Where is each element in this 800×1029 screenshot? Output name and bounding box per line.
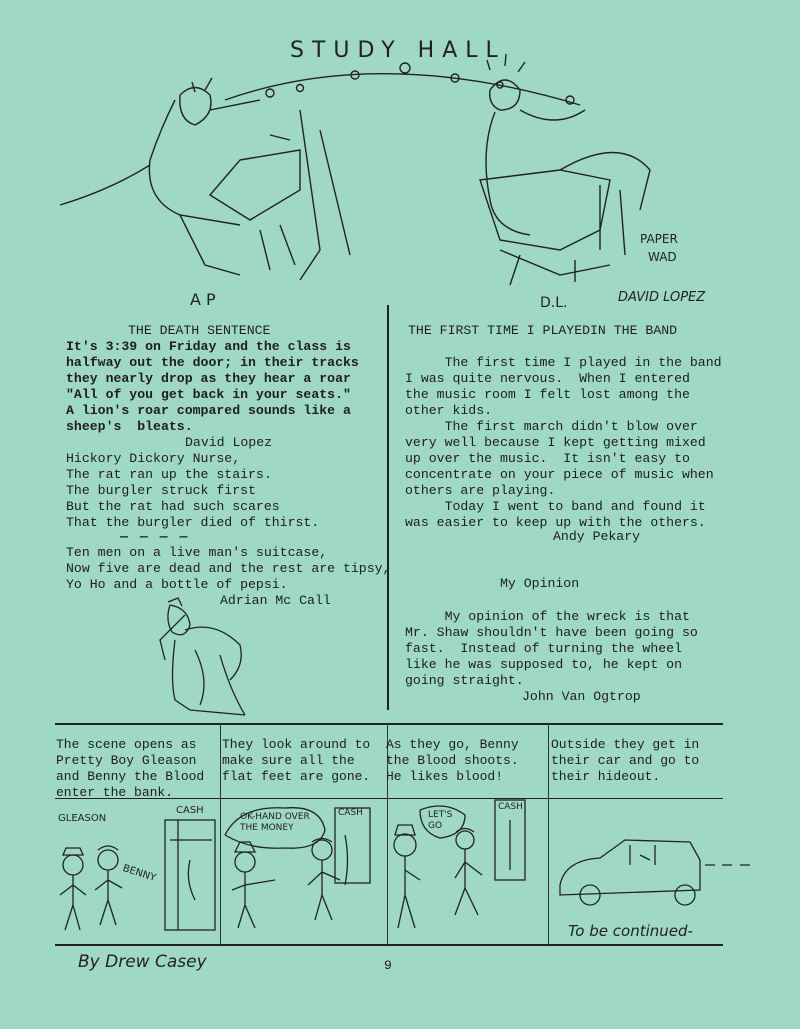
poem-line: A lion's roar compared sounds like a: [66, 403, 351, 418]
death-sentence-heading: THE DEATH SENTENCE: [128, 323, 271, 338]
opinion-line: going straight.: [405, 673, 524, 688]
to-be-continued: To be continued-: [568, 922, 693, 940]
story-line: was easier to keep up with the others.: [405, 515, 706, 530]
comic-caption-3: As they go, Benny the Blood shoots. He likes blood!: [386, 737, 519, 784]
opinion-line: fast. Instead of turning the wheel: [405, 641, 682, 656]
poem-line: Hickory Dickory Nurse,: [66, 451, 241, 466]
poem-line: Ten men on a live man's suitcase,: [66, 545, 328, 560]
speech-bubble-lets-go: LET'S GO: [428, 810, 453, 831]
poem-line: But the rat had such scares: [66, 499, 280, 514]
label-gleason: GLEASON: [58, 813, 107, 824]
comic-caption-1: The scene opens as Pretty Boy Gleason and Benny the Blood enter the bank.: [56, 737, 205, 800]
author-andy-pekary: Andy Pekary: [553, 529, 641, 544]
story-line: other kids.: [405, 403, 493, 418]
label-benny: BENNY: [121, 862, 158, 885]
speech-bubble-hand-over-money: OK-HAND OVER THE MONEY: [240, 812, 310, 833]
comic-byline: By Drew Casey: [78, 952, 207, 972]
poem-line: they nearly drop as they hear a roar: [66, 371, 351, 386]
comic-caption-4: Outside they get in their car and go to their hideout.: [551, 737, 700, 784]
story-line: I was quite nervous. When I entered: [405, 371, 690, 386]
author-john-van-ogtrop: John Van Ogtrop: [522, 689, 641, 704]
story-line: concentrate on your piece of music when: [405, 467, 714, 482]
opinion-line: like he was supposed to, he kept on: [405, 657, 682, 672]
poem-line: halfway out the door; in their tracks: [66, 355, 359, 370]
comic-caption-2: They look around to make sure all the flat feet are gone.: [222, 737, 371, 784]
story-line: Today I went to band and found it: [405, 499, 706, 514]
opinion-heading: My Opinion: [500, 576, 580, 591]
poem-line: That the burgler died of thirst.: [66, 515, 320, 530]
poem-line: It's 3:39 on Friday and the class is: [66, 339, 351, 354]
label-cash-2: CASH: [338, 808, 363, 818]
band-heading: THE FIRST TIME I PLAYEDIN THE BAND: [408, 323, 678, 338]
author-adrian-mccall: Adrian Mc Call: [220, 593, 331, 608]
right-initials: D.L.: [540, 295, 568, 311]
label-cash-3: CASH: [498, 802, 523, 812]
author-david-lopez: David Lopez: [185, 435, 273, 450]
poem-line: The rat ran up the stairs.: [66, 467, 272, 482]
poem-line: The burgler struck first: [66, 483, 256, 498]
left-signature: A P: [190, 290, 216, 309]
study-hall-title: STUDY HALL: [290, 38, 506, 63]
story-line: The first march didn't blow over: [405, 419, 698, 434]
story-line: the music room I felt lost among the: [405, 387, 690, 402]
label-cash-1: CASH: [176, 805, 204, 816]
story-line: very well because I kept getting mixed: [405, 435, 706, 450]
story-line: others are playing.: [405, 483, 556, 498]
right-signature: DAVID LOPEZ: [618, 290, 706, 305]
opinion-line: My opinion of the wreck is that: [405, 609, 690, 624]
story-line: The first time I played in the band: [405, 355, 722, 370]
poem-line: Yo Ho and a bottle of pepsi.: [66, 577, 288, 592]
poem-line: "All of you get back in your seats.": [66, 387, 351, 402]
poem-line: sheep's bleats.: [66, 419, 193, 434]
sketch-label-wad: WAD: [648, 250, 677, 264]
poem-line: Now five are dead and the rest are tipsy,: [66, 561, 391, 576]
opinion-line: Mr. Shaw shouldn't have been going so: [405, 625, 698, 640]
page-number: 9: [384, 958, 392, 973]
story-line: up over the music. It isn't easy to: [405, 451, 690, 466]
section-divider: — — — —: [120, 529, 190, 544]
sketch-label-paper: PAPER: [640, 232, 678, 246]
